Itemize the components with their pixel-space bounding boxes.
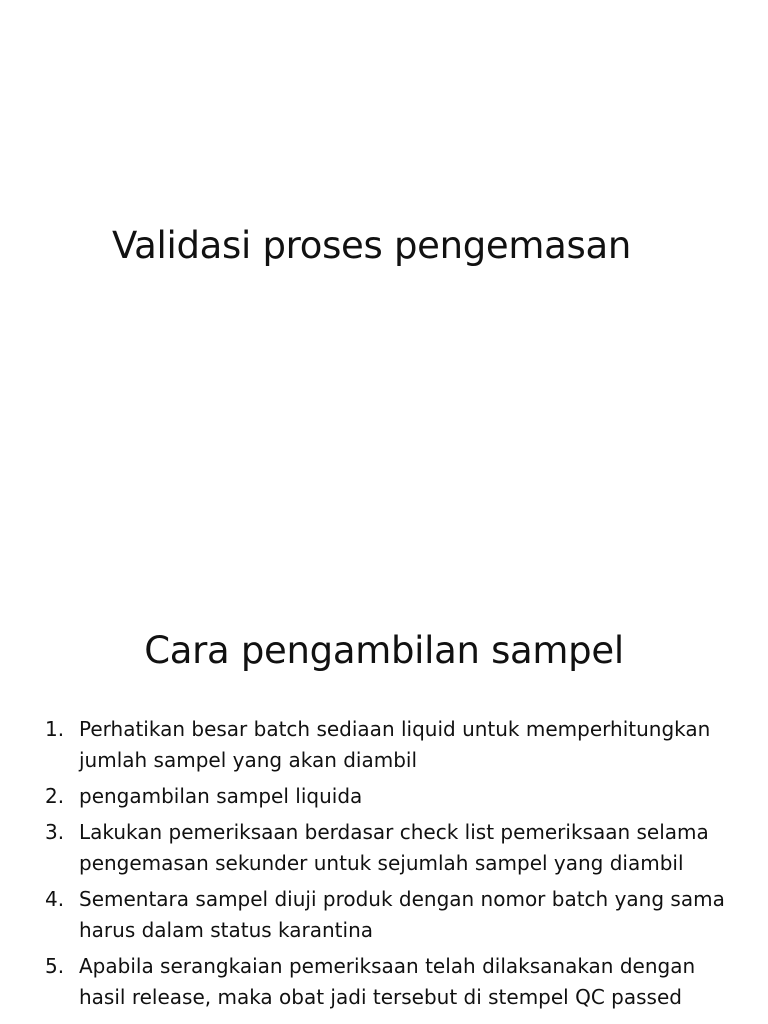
slide-title: Validasi proses pengemasan [112, 224, 632, 267]
list-item-text: pengambilan sampel liquida [79, 784, 363, 808]
list-item-number: 2. [45, 784, 65, 808]
list-item-text: Lakukan pemeriksaan berdasar check list pemeriksaan selama pengemasan sekunder untuk sejumlah sampel yang diambil [79, 820, 709, 875]
list-item [0, 817, 768, 879]
list-item-number: 1. [45, 717, 65, 741]
list-item-number: 4. [45, 887, 65, 911]
list-item-text: Perhatikan besar batch sediaan liquid untuk memperhitungkan jumlah sampel yang akan diambil [79, 717, 711, 772]
list-item [0, 884, 768, 946]
numbered-step-list [0, 714, 768, 1018]
list-item-number: 5. [45, 954, 65, 978]
slide-title: Cara pengambilan sampel [144, 629, 624, 672]
list-item [0, 714, 768, 776]
list-item-number: 3. [45, 820, 65, 844]
slide-cara-pengambilan-sampel [0, 576, 768, 1024]
list-item [0, 951, 768, 1013]
list-item-text: Apabila serangkaian pemeriksaan telah dilaksanakan dengan hasil release, maka obat jadi tersebut di stempel QC passed [79, 954, 696, 1009]
list-item-text: Sementara sampel diuji produk dengan nomor batch yang sama harus dalam status karantina [79, 887, 725, 942]
list-item [0, 781, 768, 812]
